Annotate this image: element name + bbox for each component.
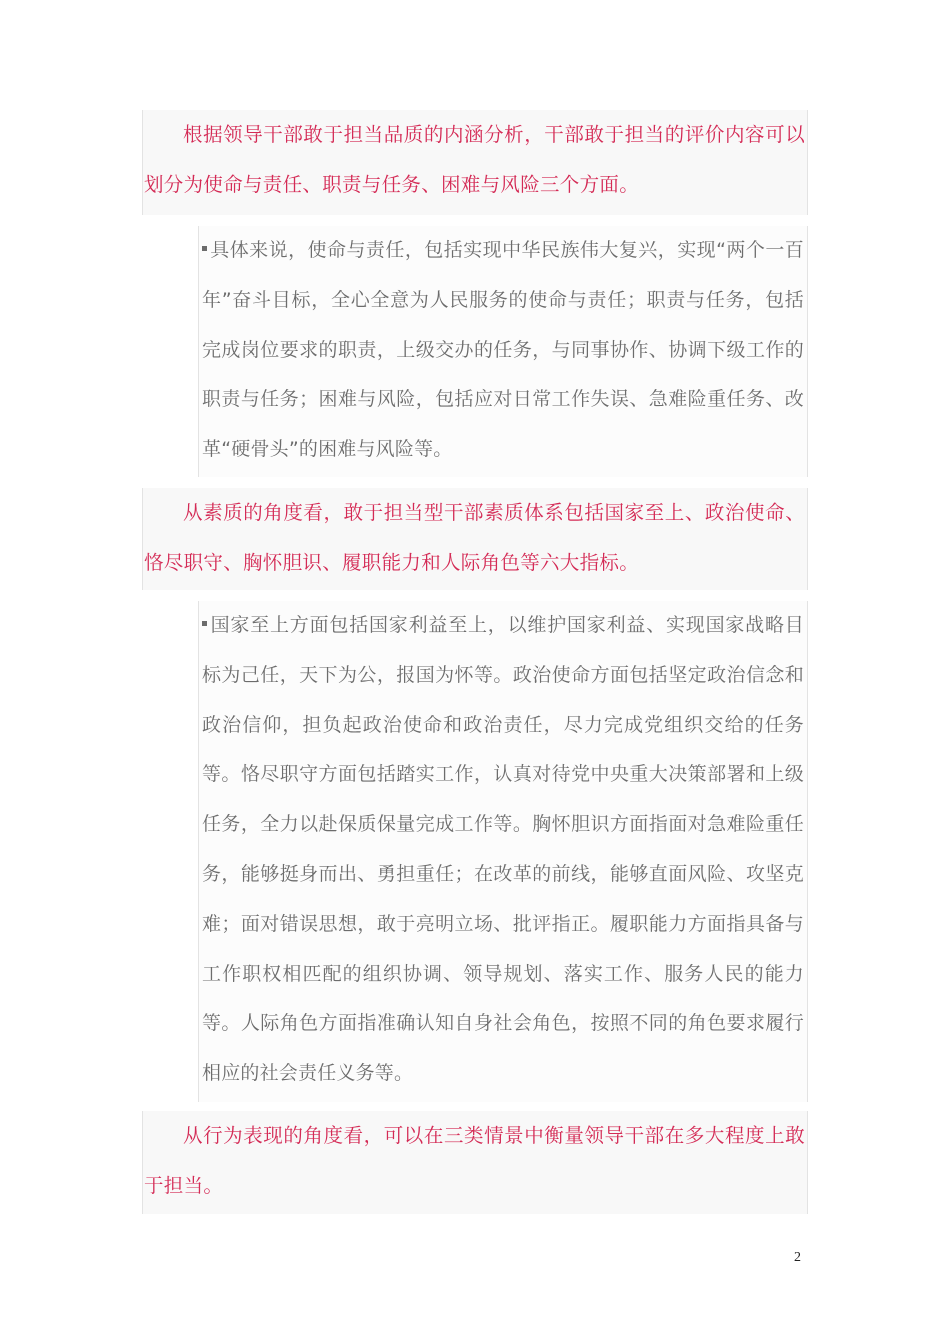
heading-paragraph-1 [142,110,808,215]
page-number: 2 [794,1250,801,1265]
bullet-icon [202,246,207,251]
quote-block-2 [198,601,808,1102]
bullet-icon [202,621,207,626]
quote-block-1 [198,226,808,477]
heading-text-2: 从素质的角度看，敢于担当型干部素质体系包括国家至上、政治使命、恪尽职守、胸怀胆识、履职能力和人际角色等六大指标。 [144,501,805,574]
quote-text-2: 国家至上方面包括国家利益至上，以维护国家利益、实现国家战略目标为己任，天下为公，报国为怀等。政治使命方面包括坚定政治信念和政治信仰，担负起政治使命和政治责任，尽力完成党组织交给的任务等。恪尽职守方面包括踏实工作，认真对待党中央重大决策部署和上级任务，全力以赴保质保量完成工作等。胸怀胆识方面指面对急难险重任务，能够挺身而出、勇担重任；在改革的前线，能够直面风险、攻坚克难；面对错误思想，敢于亮明立场、批评指正。履职能力方面指具备与工作职权相匹配的组织协调、领导规划、落实工作、服务人民的能力等。人际角色方面指准确认知自身社会角色，按照不同的角色要求履行相应的社会责任义务等。 [202,614,804,1085]
heading-text-3: 从行为表现的角度看，可以在三类情景中衡量领导干部在多大程度上敢于担当。 [144,1124,805,1197]
heading-paragraph-3 [142,1111,808,1214]
quote-paragraph-1 [199,226,807,475]
quote-paragraph-2 [199,601,807,1099]
heading-text-1: 根据领导干部敢于担当品质的内涵分析，干部敢于担当的评价内容可以划分为使命与责任、职责与任务、困难与风险三个方面。 [144,123,805,196]
heading-paragraph-2 [142,488,808,590]
quote-text-1: 具体来说，使命与责任，包括实现中华民族伟大复兴，实现“两个一百年”奋斗目标，全心全意为人民服务的使命与责任；职责与任务，包括完成岗位要求的职责，上级交办的任务，与同事协作、协调下级工作的职责与任务；困难与风险，包括应对日常工作失误、急难险重任务、改革“硬骨头”的困难与风险等。 [202,239,804,461]
